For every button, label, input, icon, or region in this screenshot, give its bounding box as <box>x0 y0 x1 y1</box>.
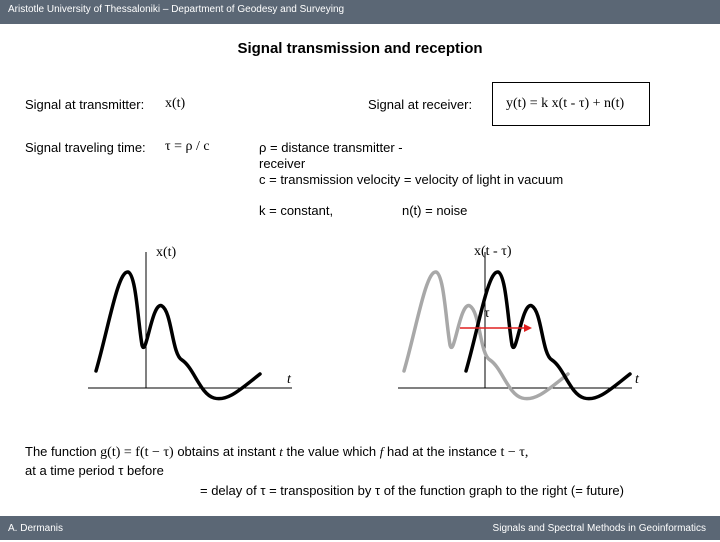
rho-line-1: ρ = distance transmitter - <box>259 140 403 155</box>
function-var-t: t <box>279 444 283 459</box>
function-instance: t − τ, <box>500 445 529 460</box>
function-text-g: had at the instance <box>386 444 497 459</box>
function-text-e: the value which <box>286 444 377 459</box>
tau-arrowhead-icon <box>524 324 532 332</box>
footer-author: A. Dermanis <box>8 523 64 534</box>
graph-right-t-label: t <box>635 372 639 387</box>
footer-bar <box>0 516 720 540</box>
tau-label: τ <box>484 306 490 321</box>
k-line: k = constant, <box>259 203 334 218</box>
rho-line-2: receiver <box>259 156 306 171</box>
rx-label: Signal at receiver: <box>368 97 473 112</box>
c-line: c = transmission velocity = velocity of light in vacuum <box>259 172 564 187</box>
time-formula: τ = ρ / c <box>165 139 210 154</box>
graph-left-label: x(t) <box>156 245 177 260</box>
rx-formula: y(t) = k x(t - τ) + n(t) <box>506 96 625 111</box>
shifted-curve-x <box>466 272 630 399</box>
function-line-2: at a time period τ before <box>25 463 164 478</box>
tx-label: Signal at transmitter: <box>25 97 145 112</box>
slide-title: Signal transmission and reception <box>237 40 483 57</box>
footer-course: Signals and Spectral Methods in Geoinformatics <box>492 523 706 534</box>
function-text-a: The function <box>25 444 97 459</box>
function-line-1 <box>25 444 528 461</box>
graph-left-t-label: t <box>287 372 291 387</box>
time-label: Signal traveling time: <box>25 140 146 155</box>
delay-line: = delay of τ = transposition by τ of the function graph to the right (= future) <box>200 483 624 498</box>
graph-right-label: x(t - τ) <box>474 244 512 259</box>
signal-curve-x <box>96 272 260 399</box>
institution-text: Aristotle University of Thessaloniki – Department of Geodesy and Surveying <box>8 4 345 15</box>
function-var-f: f <box>379 444 384 459</box>
function-formula: g(t) = f(t − τ) <box>100 445 174 460</box>
tx-formula: x(t) <box>165 96 186 111</box>
n-line: n(t) = noise <box>402 203 468 218</box>
function-text-c: obtains at instant <box>177 444 276 459</box>
